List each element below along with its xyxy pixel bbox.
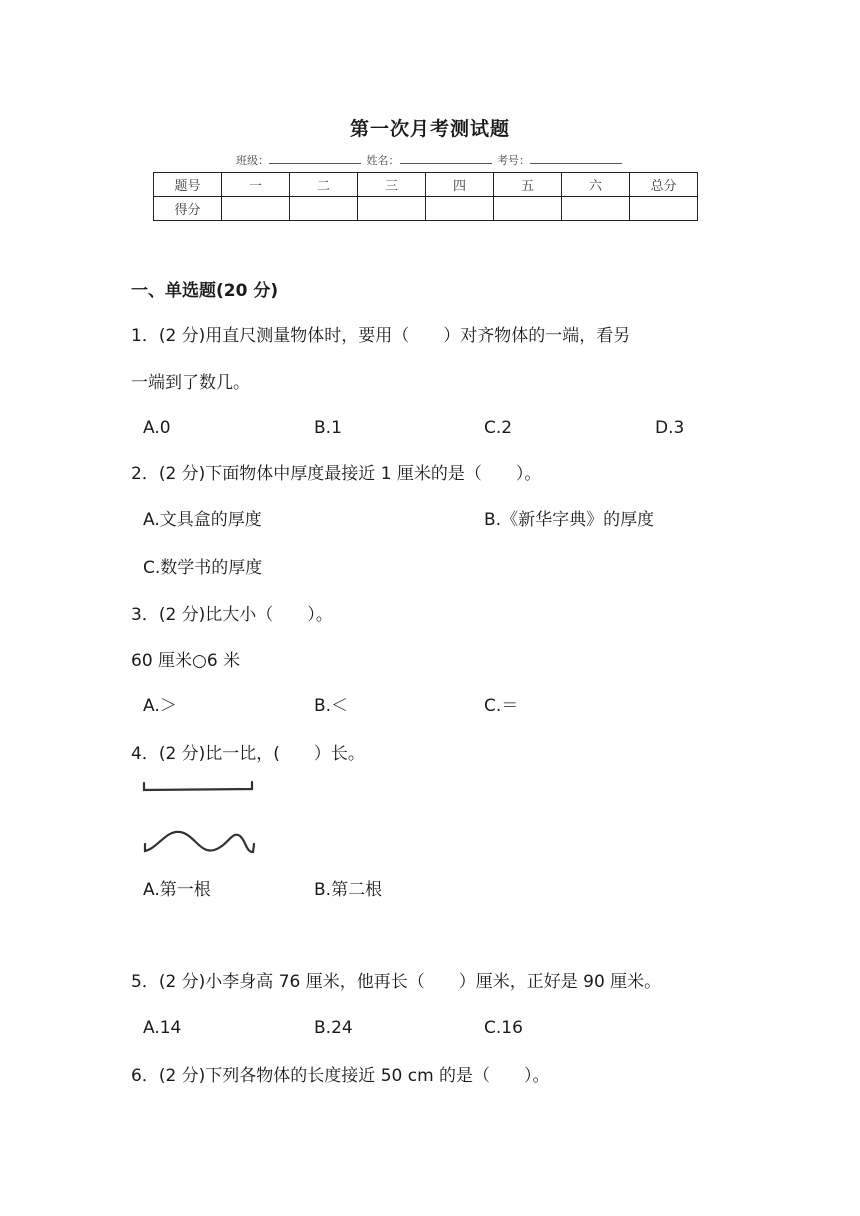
question-3-text: 3．(2 分)比大小（ ）。 <box>131 605 333 625</box>
q3-option-c[interactable]: C.＝ <box>484 696 519 716</box>
score-table <box>153 172 698 221</box>
q2-option-c[interactable]: C.数学书的厚度 <box>143 558 263 578</box>
page-title: 第一次月考测试题 <box>349 118 510 140</box>
question-2-text: 2．(2 分)下面物体中厚度最接近 1 厘米的是（ ）。 <box>131 464 542 484</box>
exam-no-label: 考号： <box>497 154 530 167</box>
header-cell: 二 <box>290 173 358 197</box>
question-5-text: 5．(2 分)小李身高 76 厘米，他再长（ ）厘米，正好是 90 厘米。 <box>131 972 662 992</box>
q1-option-d[interactable]: D.3 <box>655 418 685 438</box>
question-4-text: 4．(2 分)比一比，( ）长。 <box>131 744 365 764</box>
score-cell[interactable] <box>630 197 698 221</box>
q5-option-c[interactable]: C.16 <box>484 1018 523 1038</box>
question-1-text-cont: 一端到了数几。 <box>131 373 250 393</box>
score-cell[interactable] <box>290 197 358 221</box>
score-cell[interactable] <box>494 197 562 221</box>
section-heading: 一、单选题(20 分) <box>131 281 279 301</box>
header-cell: 四 <box>426 173 494 197</box>
score-cell[interactable] <box>358 197 426 221</box>
student-info-line <box>0 152 860 168</box>
row-label-cell: 得分 <box>154 197 222 221</box>
q1-option-c[interactable]: C.2 <box>484 418 513 438</box>
question-1-text: 1．(2 分)用直尺测量物体时，要用（ ）对齐物体的一端，看另 <box>131 326 631 346</box>
class-blank[interactable] <box>269 153 361 164</box>
straight-line-figure <box>144 782 252 790</box>
name-blank[interactable] <box>400 153 492 164</box>
q1-option-a[interactable]: A.0 <box>143 418 171 438</box>
exam-no-blank[interactable] <box>530 153 622 164</box>
score-cell[interactable] <box>562 197 630 221</box>
score-cell[interactable] <box>426 197 494 221</box>
q3-option-b[interactable]: B.＜ <box>314 696 349 716</box>
header-cell: 一 <box>222 173 290 197</box>
q4-option-a[interactable]: A.第一根 <box>143 880 211 900</box>
name-label: 姓名： <box>366 154 400 167</box>
score-table-score-row <box>154 197 698 221</box>
line-comparison-figure <box>136 774 266 864</box>
q2-option-a[interactable]: A.文具盒的厚度 <box>143 510 262 530</box>
header-cell: 题号 <box>154 173 222 197</box>
question-6-text: 6．(2 分)下列各物体的长度接近 50 cm 的是（ ）。 <box>131 1066 550 1086</box>
q3-option-a[interactable]: A.＞ <box>143 696 177 716</box>
question-3-comparison: 60 厘米○6 米 <box>131 651 241 671</box>
header-cell: 六 <box>562 173 630 197</box>
header-cell: 五 <box>494 173 562 197</box>
q5-option-b[interactable]: B.24 <box>314 1018 353 1038</box>
wavy-line-figure <box>145 832 254 852</box>
q2-option-b[interactable]: B.《新华字典》的厚度 <box>484 510 655 530</box>
q1-option-b[interactable]: B.1 <box>314 418 342 438</box>
header-cell: 总分 <box>630 173 698 197</box>
score-cell[interactable] <box>222 197 290 221</box>
score-table-header-row <box>154 173 698 197</box>
header-cell: 三 <box>358 173 426 197</box>
class-label: 班级： <box>236 154 269 167</box>
q5-option-a[interactable]: A.14 <box>143 1018 182 1038</box>
q4-option-b[interactable]: B.第二根 <box>314 880 383 900</box>
